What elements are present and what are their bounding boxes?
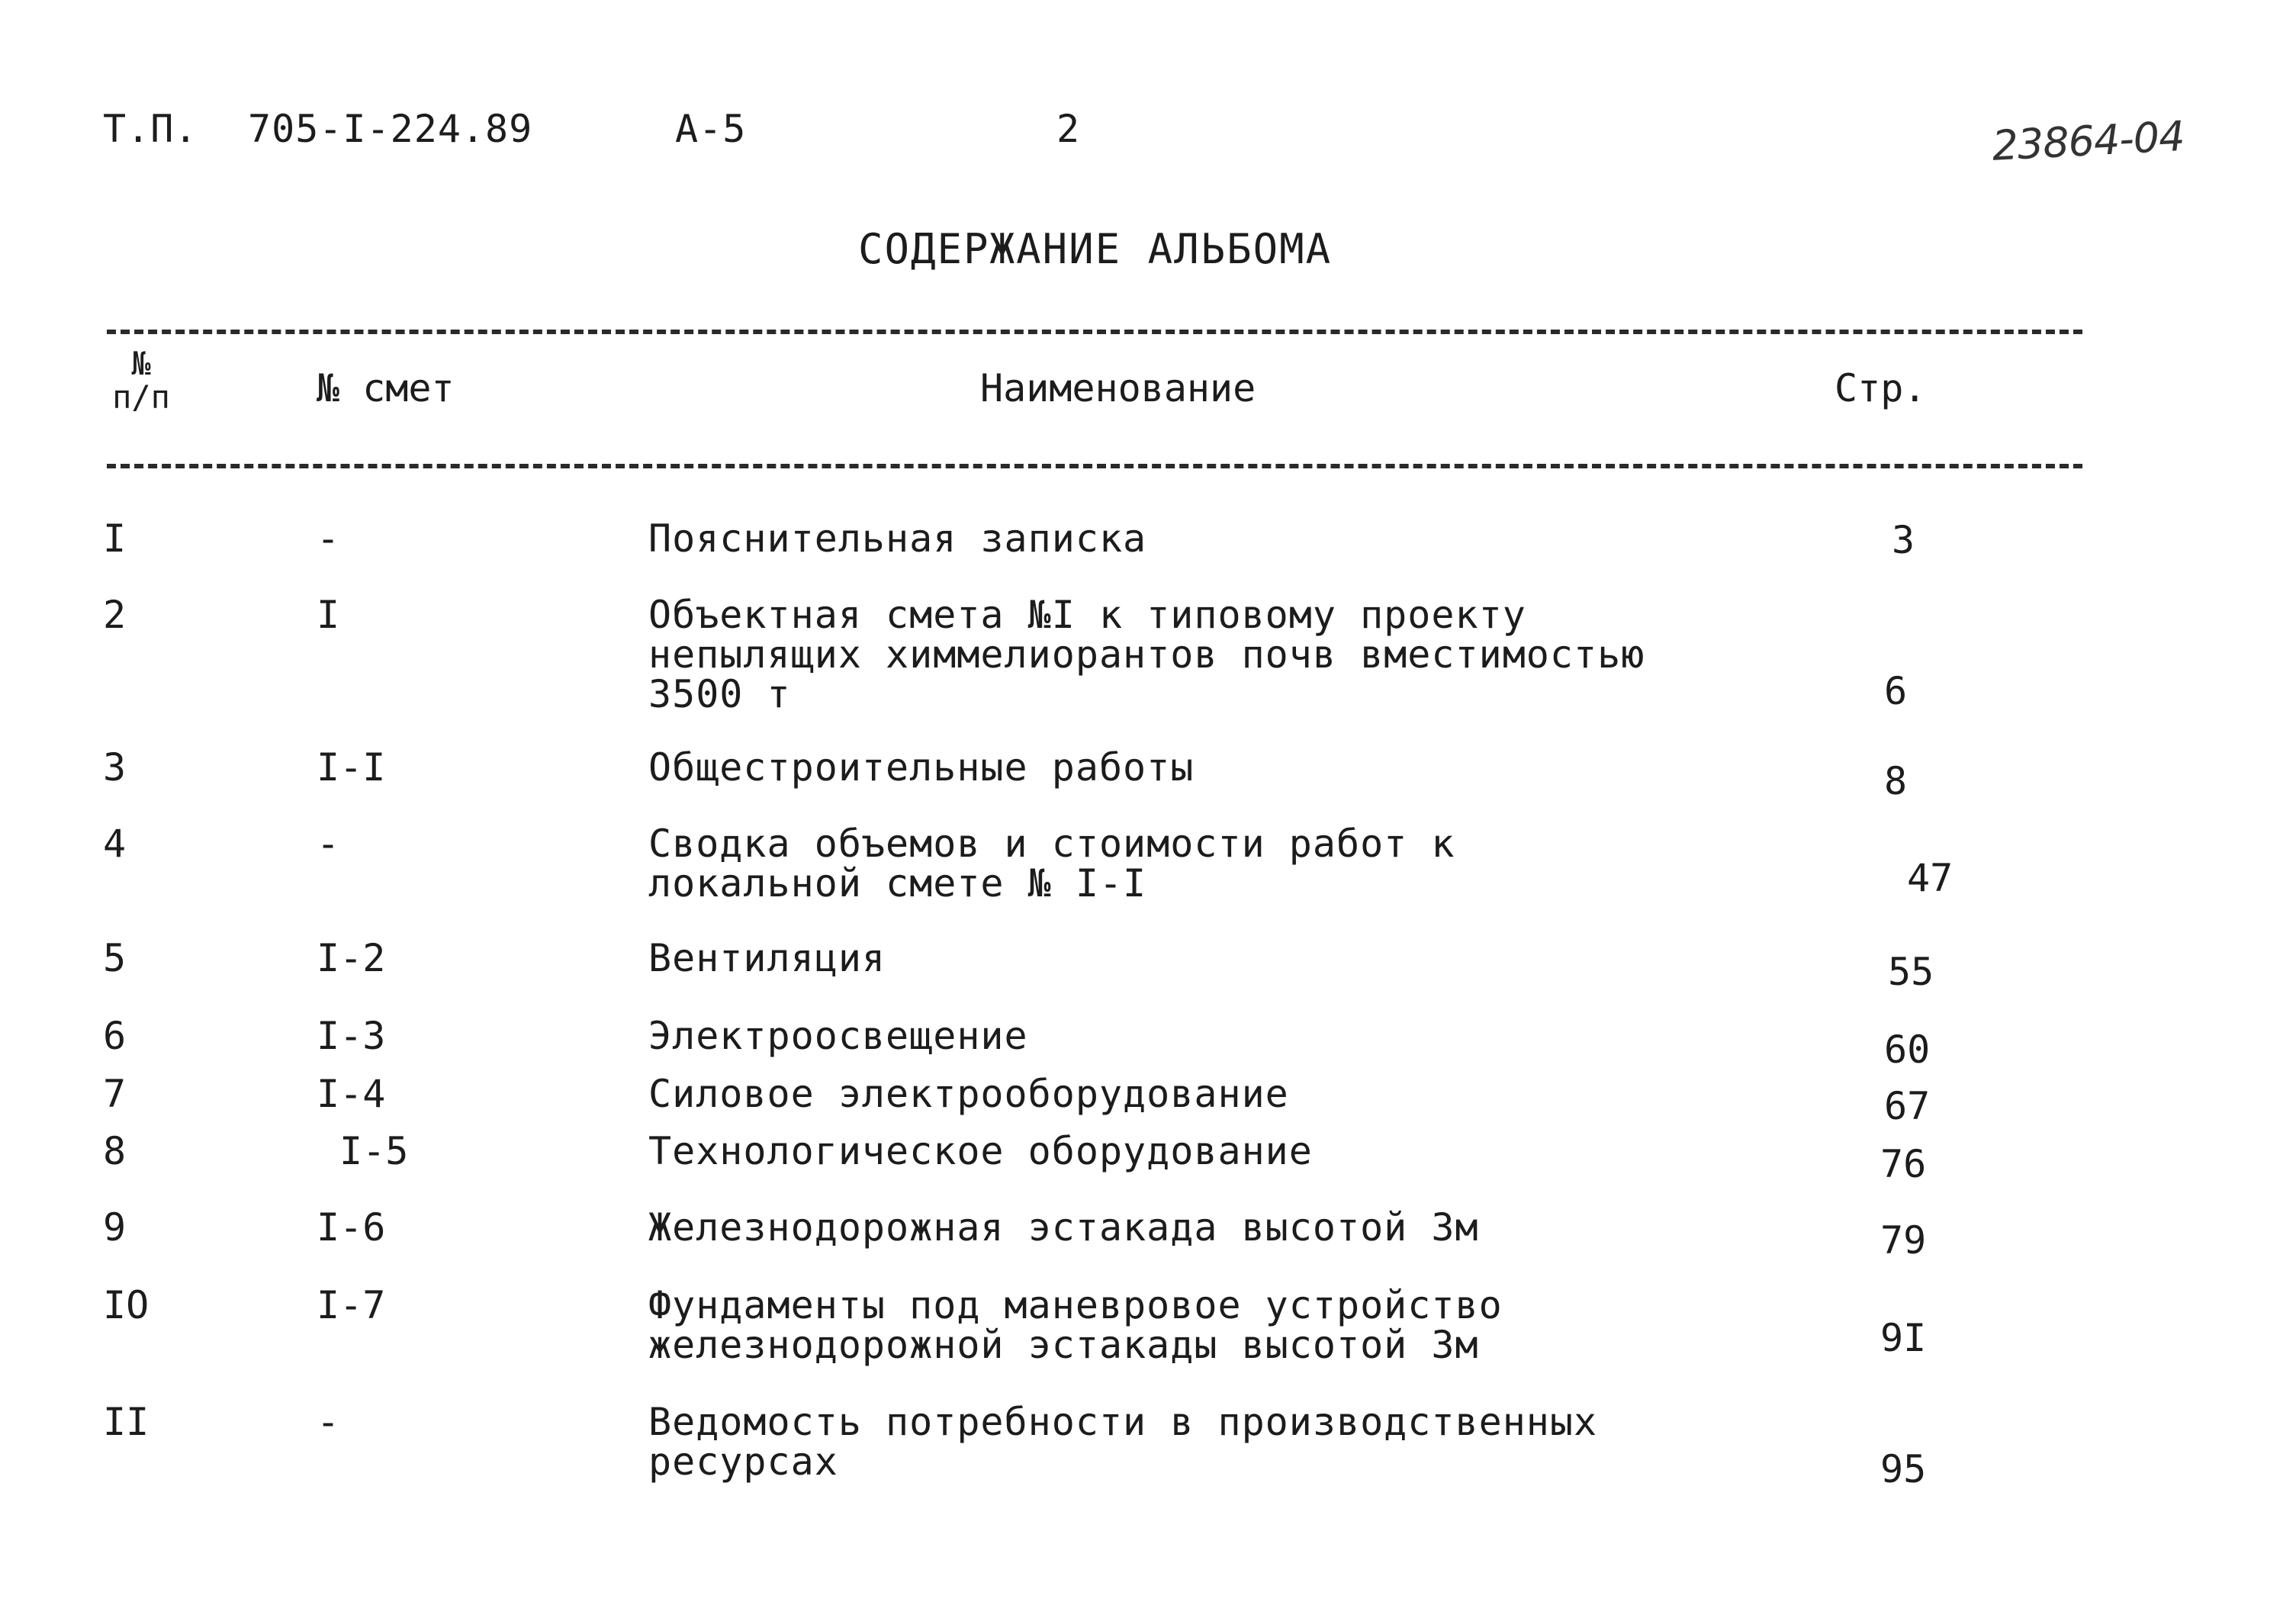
row-page: 9I [1880,1316,1927,1360]
row-page: 6 [1884,669,1908,713]
handwritten-inventory-number: 23864-04 [1991,111,2185,170]
row-estimate: I-2 [317,936,386,980]
row-name: Сводка объемов и стоимости работ к локальной смете № I-I [648,822,1455,906]
row-page: 60 [1884,1028,1931,1072]
row-name: Ведомость потребности в производственных ресурсах [648,1400,1598,1484]
table-top-dashed-rule [107,330,2082,334]
row-estimate: - [317,822,340,866]
row-estimate: I-5 [339,1129,409,1173]
row-number: 3 [103,745,127,790]
document-title: СОДЕРЖАНИЕ АЛЬБОМА [858,225,1333,273]
row-number: 4 [103,822,127,866]
row-name: Электроосвещение [648,1014,1028,1058]
row-name: Общестроительные работы [648,745,1195,790]
row-estimate: I-3 [317,1014,386,1058]
project-code: 705-I-224.89 [248,107,533,151]
album-number: А-5 [675,107,747,151]
row-estimate: - [317,1400,340,1444]
row-number: 6 [103,1014,127,1058]
row-number: 5 [103,936,127,980]
row-page: 47 [1907,856,1954,900]
row-estimate: I-6 [317,1205,386,1250]
row-name: Железнодорожная эстакада высотой 3м [648,1205,1479,1250]
row-page: 55 [1888,950,1934,994]
row-name: Фундаменты под маневровое устройство железнодорожной эстакады высотой 3м [648,1283,1503,1367]
row-estimate: I-7 [317,1283,386,1327]
table-header-dashed-rule [107,464,2082,468]
row-name: Технологическое оборудование [648,1129,1313,1173]
column-header-page: Стр. [1835,366,1927,410]
row-number: 9 [103,1205,127,1250]
row-name: Силовое электрооборудование [648,1072,1289,1116]
column-header-name: Наименование [980,366,1256,410]
column-header-estimate: № смет [317,366,455,410]
row-page: 95 [1880,1447,1927,1491]
row-page: 67 [1884,1084,1931,1128]
row-page: 76 [1880,1142,1927,1186]
column-header-number: № п/п [112,345,170,416]
row-number: II [103,1400,150,1444]
row-name: Вентиляция [648,936,886,980]
row-number: 8 [103,1129,127,1173]
row-page: 8 [1884,759,1908,803]
standard-project-label: Т.П. [103,107,198,151]
row-number: 2 [103,593,127,637]
row-number: 7 [103,1072,127,1116]
row-estimate: - [317,516,340,561]
row-page: 3 [1892,518,1915,562]
row-estimate: I-I [317,745,386,790]
row-name: Пояснительная записка [648,516,1147,561]
row-name: Объектная смета №I к типовому проекту непылящих химмелиорантов почв вместимостью 3500 т [648,593,1645,716]
row-page: 79 [1880,1218,1927,1263]
page-number: 2 [1056,107,1081,151]
row-estimate: I [317,593,340,637]
row-estimate: I-4 [317,1072,386,1116]
row-number: IO [103,1283,150,1327]
row-number: I [103,516,127,561]
